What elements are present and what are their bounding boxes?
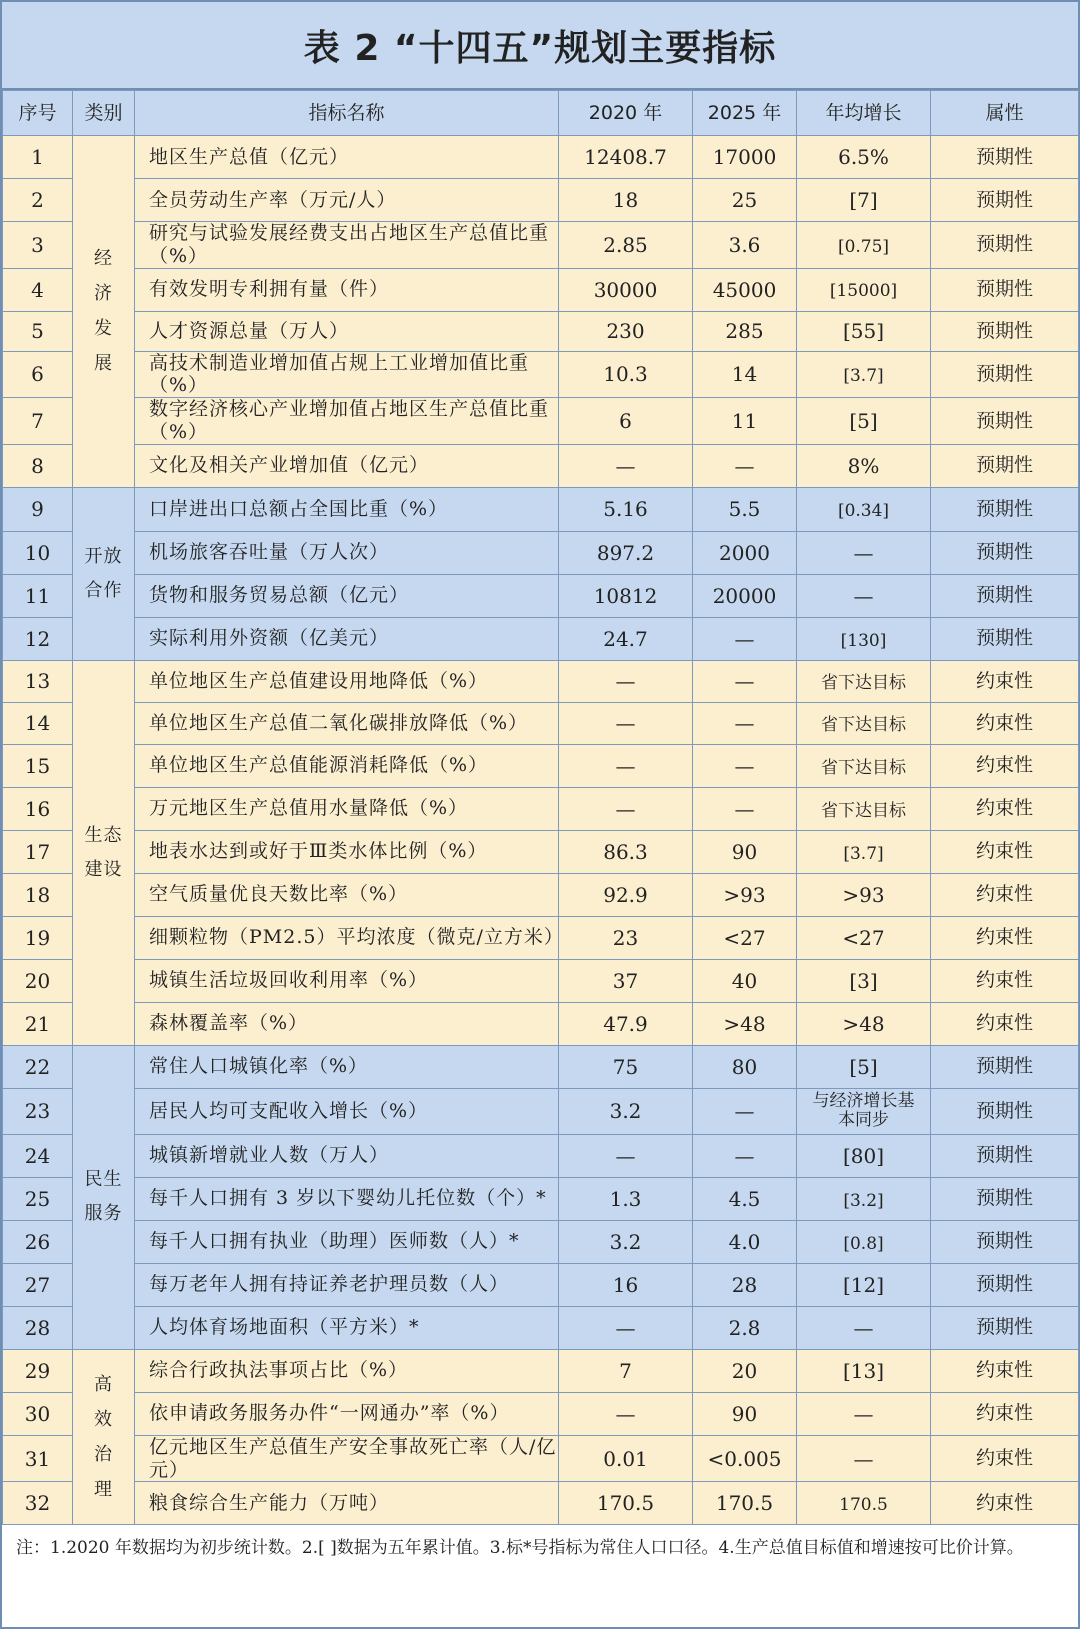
category-label [73,1045,135,1349]
growth-text: [3.7] [843,366,884,387]
value-2025: 45000 [693,268,797,311]
value-2020: — [559,444,693,487]
value-2020: 24.7 [559,617,693,660]
table-row [3,1349,1079,1392]
growth-text: [7] [849,188,878,212]
table-row [3,1220,1079,1263]
growth-text: 省下达目标 [821,715,906,735]
attribute: 预期性 [931,1263,1079,1306]
value-2025: 11 [693,398,797,445]
value-2020: 170.5 [559,1482,693,1525]
row-number: 30 [3,1392,73,1435]
attribute: 约束性 [931,873,1079,916]
row-number: 15 [3,744,73,787]
indicator-name: 常住人口城镇化率（%） [135,1045,559,1088]
value-2020: 7 [559,1349,693,1392]
value-2025: — [693,1134,797,1177]
value-2020: — [559,1134,693,1177]
table-row [3,916,1079,959]
indicator-name: 单位地区生产总值二氧化碳排放降低（%） [135,702,559,744]
value-2025: — [693,744,797,787]
value-2020: 10812 [559,574,693,617]
row-number: 29 [3,1349,73,1392]
indicator-name: 研究与试验发展经费支出占地区生产总值比重（%） [135,222,559,269]
value-2020: 897.2 [559,531,693,574]
table-row [3,660,1079,702]
growth-text: — [853,1315,874,1340]
attribute: 预期性 [931,617,1079,660]
attribute: 预期性 [931,487,1079,531]
header-no: 序号 [3,91,73,136]
value-2025: 3.6 [693,222,797,269]
table-row [3,830,1079,873]
attribute: 预期性 [931,1306,1079,1349]
table-row [3,487,1079,531]
table-body [3,136,1079,1525]
value-2025: 285 [693,311,797,351]
value-2025: 4.0 [693,1220,797,1263]
annual-growth [797,222,931,269]
growth-text: 与经济增长基本同步 [812,1090,915,1131]
table-row [3,222,1079,269]
annual-growth [797,830,931,873]
value-2025: 28 [693,1263,797,1306]
row-number: 17 [3,830,73,873]
value-2025: — [693,444,797,487]
indicator-name: 人均体育场地面积（平方米）* [135,1306,559,1349]
row-number: 26 [3,1220,73,1263]
value-2020: — [559,660,693,702]
value-2020: 37 [559,959,693,1002]
attribute: 约束性 [931,1482,1079,1525]
table-row [3,702,1079,744]
indicator-name: 居民人均可支配收入增长（%） [135,1088,559,1134]
table-row [3,574,1079,617]
annual-growth [797,702,931,744]
category-label [73,487,135,660]
annual-growth [797,617,931,660]
table-row [3,351,1079,398]
annual-growth [797,1088,931,1134]
row-number: 7 [3,398,73,445]
row-number: 6 [3,351,73,398]
category-text: 生态建设 [84,824,123,880]
value-2025: 5.5 [693,487,797,531]
growth-text: [5] [849,1054,878,1079]
annual-growth [797,136,931,179]
attribute: 预期性 [931,311,1079,351]
table-row [3,136,1079,179]
attribute: 预期性 [931,398,1079,445]
value-2020: 16 [559,1263,693,1306]
indicator-name: 每千人口拥有执业（助理）医师数（人）* [135,1220,559,1263]
value-2020: 12408.7 [559,136,693,179]
annual-growth [797,1045,931,1088]
value-2020: 1.3 [559,1177,693,1220]
indicator-name: 数字经济核心产业增加值占地区生产总值比重（%） [135,398,559,445]
attribute: 约束性 [931,1349,1079,1392]
value-2025: 4.5 [693,1177,797,1220]
annual-growth [797,787,931,830]
row-number: 24 [3,1134,73,1177]
value-2025: <0.005 [693,1435,797,1482]
header-growth: 年均增长 [797,91,931,136]
indicators-table [2,90,1079,1525]
attribute: 约束性 [931,1002,1079,1045]
table-row [3,1134,1079,1177]
value-2025: 170.5 [693,1482,797,1525]
growth-text: 省下达目标 [821,757,906,778]
indicator-name: 高技术制造业增加值占规上工业增加值比重（%） [135,351,559,398]
attribute: 约束性 [931,916,1079,959]
value-2020: 86.3 [559,830,693,873]
annual-growth [797,660,931,702]
value-2025: 25 [693,179,797,222]
annual-growth [797,873,931,916]
indicator-name: 依申请政务服务办件“一网通办”率（%） [135,1392,559,1435]
row-number: 20 [3,959,73,1002]
attribute: 预期性 [931,1134,1079,1177]
attribute: 约束性 [931,744,1079,787]
annual-growth [797,1134,931,1177]
indicator-name: 机场旅客吞吐量（万人次） [135,531,559,574]
growth-text: 6.5% [838,145,889,169]
header-2020: 2020 年 [559,91,693,136]
table-title: 表 2 “十四五”规划主要指标 [2,2,1078,90]
row-number: 31 [3,1435,73,1482]
attribute: 预期性 [931,1177,1079,1220]
header-category: 类别 [73,91,135,136]
annual-growth [797,1349,931,1392]
value-2020: 230 [559,311,693,351]
value-2025: >93 [693,873,797,916]
annual-growth [797,487,931,531]
indicator-name: 城镇生活垃圾回收利用率（%） [135,959,559,1002]
table-row [3,787,1079,830]
growth-text: [3.2] [843,1190,884,1211]
indicator-name: 单位地区生产总值建设用地降低（%） [135,660,559,702]
value-2025: 2.8 [693,1306,797,1349]
annual-growth [797,1306,931,1349]
row-number: 23 [3,1088,73,1134]
attribute: 约束性 [931,660,1079,702]
value-2020: 3.2 [559,1220,693,1263]
annual-growth [797,311,931,351]
value-2020: 92.9 [559,873,693,916]
annual-growth [797,959,931,1002]
attribute: 预期性 [931,1220,1079,1263]
attribute: 预期性 [931,351,1079,398]
row-number: 11 [3,574,73,617]
indicator-name: 森林覆盖率（%） [135,1002,559,1045]
growth-text: [0.34] [837,501,890,521]
table-row [3,617,1079,660]
growth-text: [130] [840,630,887,651]
header-attr: 属性 [931,91,1079,136]
row-number: 3 [3,222,73,269]
growth-text: >48 [842,1011,885,1036]
attribute: 预期性 [931,268,1079,311]
growth-text: 8% [847,453,880,478]
growth-text: 170.5 [839,1495,888,1516]
value-2020: — [559,702,693,744]
value-2025: 90 [693,1392,797,1435]
value-2025: 80 [693,1045,797,1088]
growth-text: — [853,583,874,608]
annual-growth [797,1220,931,1263]
table-row [3,398,1079,445]
table-row [3,1306,1079,1349]
table-row [3,1002,1079,1045]
value-2025: — [693,1088,797,1134]
annual-growth [797,1263,931,1306]
row-number: 32 [3,1482,73,1525]
table-row [3,311,1079,351]
indicator-name: 细颗粒物（PM2.5）平均浓度（微克/立方米） [135,916,559,959]
growth-text: [15000] [829,281,898,302]
value-2020: 47.9 [559,1002,693,1045]
annual-growth [797,444,931,487]
category-text: 高效治理 [93,1373,113,1501]
value-2025: <27 [693,916,797,959]
attribute: 约束性 [931,787,1079,830]
attribute: 约束性 [931,959,1079,1002]
value-2020: 2.85 [559,222,693,269]
table-row [3,873,1079,916]
growth-text: — [853,540,874,565]
indicator-name: 口岸进出口总额占全国比重（%） [135,487,559,531]
category-label [73,136,135,488]
table-row [3,1435,1079,1482]
attribute: 预期性 [931,179,1079,222]
row-number: 14 [3,702,73,744]
value-2025: — [693,702,797,744]
row-number: 12 [3,617,73,660]
value-2025: 90 [693,830,797,873]
value-2025: 40 [693,959,797,1002]
annual-growth [797,1392,931,1435]
attribute: 约束性 [931,702,1079,744]
annual-growth [797,179,931,222]
value-2025: — [693,660,797,702]
indicator-name: 地表水达到或好于Ⅲ类水体比例（%） [135,830,559,873]
growth-text: <27 [842,925,885,950]
table-row [3,179,1079,222]
value-2020: — [559,787,693,830]
table-row [3,1045,1079,1088]
attribute: 预期性 [931,574,1079,617]
value-2020: 6 [559,398,693,445]
value-2025: 20000 [693,574,797,617]
table-row [3,1177,1079,1220]
indicator-name: 每千人口拥有 3 岁以下婴幼儿托位数（个）* [135,1177,559,1220]
growth-text: 省下达目标 [821,673,906,693]
row-number: 13 [3,660,73,702]
annual-growth [797,1435,931,1482]
indicator-name: 单位地区生产总值能源消耗降低（%） [135,744,559,787]
indicator-name: 实际利用外资额（亿美元） [135,617,559,660]
annual-growth [797,531,931,574]
footnote: 注：1.2020 年数据均为初步统计数。2.[ ]数据为五年累计值。3.标*号指标为常住人口口径。4.生产总值目标值和增速按可比价计算。 [2,1525,1078,1561]
row-number: 9 [3,487,73,531]
indicator-name: 综合行政执法事项占比（%） [135,1349,559,1392]
table-row [3,444,1079,487]
row-number: 5 [3,311,73,351]
growth-text: — [853,1446,874,1471]
value-2020: 0.01 [559,1435,693,1482]
attribute: 约束性 [931,1392,1079,1435]
indicator-name: 货物和服务贸易总额（亿元） [135,574,559,617]
category-text: 经济发展 [93,248,113,375]
header-2025: 2025 年 [693,91,797,136]
table-row [3,531,1079,574]
growth-text: [0.75] [837,236,890,257]
row-number: 1 [3,136,73,179]
row-number: 4 [3,268,73,311]
attribute: 预期性 [931,531,1079,574]
row-number: 2 [3,179,73,222]
table-row [3,1263,1079,1306]
indicator-name: 每万老年人拥有持证养老护理员数（人） [135,1263,559,1306]
row-number: 22 [3,1045,73,1088]
indicator-name: 万元地区生产总值用水量降低（%） [135,787,559,830]
attribute: 预期性 [931,222,1079,269]
value-2025: >48 [693,1002,797,1045]
growth-text: [12] [842,1272,885,1297]
attribute: 预期性 [931,444,1079,487]
category-text: 民生服务 [84,1169,123,1225]
value-2025: — [693,617,797,660]
table-row [3,1482,1079,1525]
indicator-name: 空气质量优良天数比率（%） [135,873,559,916]
annual-growth [797,398,931,445]
category-text: 开放合作 [84,545,123,601]
value-2020: — [559,744,693,787]
indicator-name: 有效发明专利拥有量（件） [135,268,559,311]
value-2025: — [693,787,797,830]
row-number: 25 [3,1177,73,1220]
value-2020: 3.2 [559,1088,693,1134]
value-2020: — [559,1392,693,1435]
indicator-name: 全员劳动生产率（万元/人） [135,179,559,222]
header-row [3,91,1079,136]
value-2020: 5.16 [559,487,693,531]
value-2025: 2000 [693,531,797,574]
row-number: 19 [3,916,73,959]
value-2020: 30000 [559,268,693,311]
row-number: 18 [3,873,73,916]
attribute: 预期性 [931,1045,1079,1088]
table-row [3,744,1079,787]
value-2025: 20 [693,1349,797,1392]
value-2020: 10.3 [559,351,693,398]
table-row [3,1392,1079,1435]
annual-growth [797,1002,931,1045]
growth-text: [3] [849,968,878,993]
indicator-name: 城镇新增就业人数（万人） [135,1134,559,1177]
row-number: 21 [3,1002,73,1045]
row-number: 8 [3,444,73,487]
annual-growth [797,268,931,311]
row-number: 10 [3,531,73,574]
value-2020: 23 [559,916,693,959]
row-number: 27 [3,1263,73,1306]
value-2025: 14 [693,351,797,398]
attribute: 约束性 [931,1435,1079,1482]
value-2020: 75 [559,1045,693,1088]
row-number: 16 [3,787,73,830]
growth-text: >93 [842,882,885,907]
growth-text: 省下达目标 [821,800,906,821]
indicator-name: 人才资源总量（万人） [135,311,559,351]
category-label [73,660,135,1045]
growth-text: [55] [842,319,885,344]
growth-text: [0.8] [843,1233,884,1254]
attribute: 约束性 [931,830,1079,873]
category-label [73,1349,135,1525]
indicator-name: 粮食综合生产能力（万吨） [135,1482,559,1525]
value-2020: — [559,1306,693,1349]
growth-text: [80] [842,1143,885,1168]
table-row [3,1088,1079,1134]
row-number: 28 [3,1306,73,1349]
annual-growth [797,916,931,959]
indicator-name: 亿元地区生产总值生产安全事故死亡率（人/亿元） [135,1435,559,1482]
annual-growth [797,351,931,398]
annual-growth [797,1177,931,1220]
annual-growth [797,744,931,787]
annual-growth [797,1482,931,1525]
growth-text: [3.7] [843,843,884,864]
attribute: 预期性 [931,136,1079,179]
growth-text: — [853,1401,874,1426]
growth-text: [13] [842,1358,885,1383]
indicator-name: 文化及相关产业增加值（亿元） [135,444,559,487]
attribute: 预期性 [931,1088,1079,1134]
header-name: 指标名称 [135,91,559,136]
value-2025: 17000 [693,136,797,179]
table-row [3,268,1079,311]
growth-text: [5] [849,408,878,433]
value-2020: 18 [559,179,693,222]
table-row [3,959,1079,1002]
indicator-name: 地区生产总值（亿元） [135,136,559,179]
annual-growth [797,574,931,617]
